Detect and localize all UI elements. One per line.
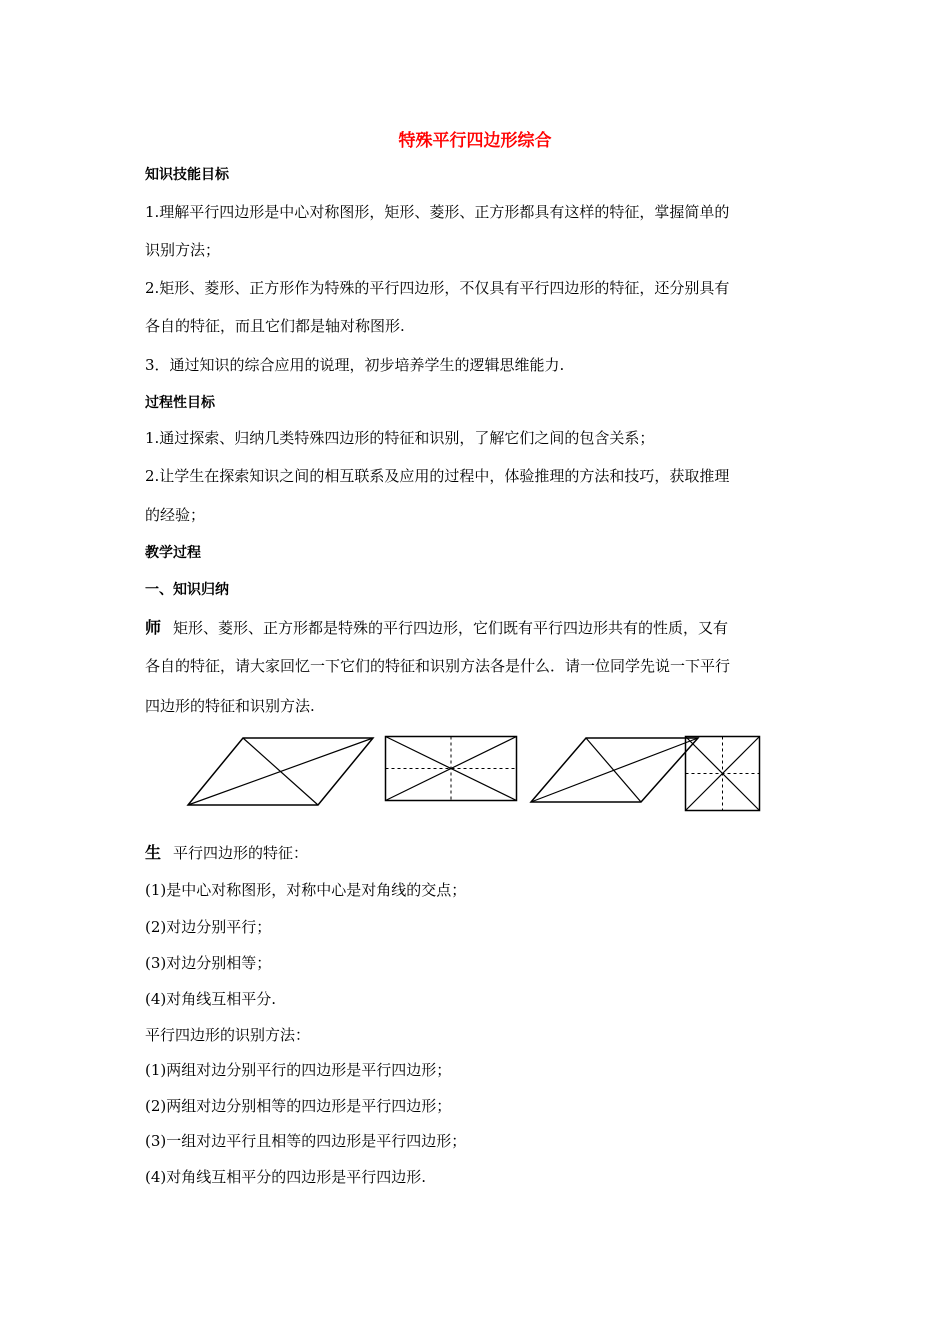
text-line: 识别方法； [145,241,221,259]
text-line: 平行四边形的特征： [173,844,309,862]
list-item: (1)是中心对称图形，对称中心是对角线的交点； [145,881,467,899]
list-item: (3)对边分别相等； [145,954,272,972]
text-line: 四边形的特征和识别方法. [145,697,315,715]
identify-heading: 平行四边形的识别方法： [145,1026,311,1044]
text-line: 各自的特征，请大家回忆一下它们的特征和识别方法各是什么．请一位同学先说一下平行 [145,657,731,675]
list-item: (3)一组对边平行且相等的四边形是平行四边形； [145,1132,467,1150]
square-figure [684,735,762,813]
text-line: 矩形、菱形、正方形都是特殊的平行四边形，它们既有平行四边形共有的性质，又有 [173,619,729,637]
text-line: 2.让学生在探索知识之间的相互联系及应用的过程中，体验推理的方法和技巧，获取推理 [145,467,730,485]
text-line: 各自的特征，而且它们都是轴对称图形. [145,317,405,335]
parallelogram-figure [185,735,375,807]
list-item: (2)对边分别平行； [145,918,272,936]
section-heading-skills: 知识技能目标 [145,167,229,183]
rhombus-figure [528,735,700,805]
text-line: 2.矩形、菱形、正方形作为特殊的平行四边形，不仅具有平行四边形的特征，还分别具有 [145,279,730,297]
teacher-label: 师 [145,618,162,637]
section-heading-teaching: 教学过程 [145,545,201,561]
subheading-knowledge: 一、知识归纳 [145,582,229,598]
student-paragraph-line [145,843,810,863]
quadrilateral-figures [180,730,780,820]
list-item: (1)两组对边分别平行的四边形是平行四边形； [145,1061,452,1079]
text-line: 1.通过探索、归纳几类特殊四边形的特征和识别，了解它们之间的包含关系； [145,429,655,447]
page-title: 特殊平行四边形综合 [398,131,552,151]
rectangle-figure [384,735,518,803]
teacher-paragraph-line [145,618,810,638]
student-label: 生 [145,843,162,862]
list-item: (4)对角线互相平分. [145,990,277,1008]
text-line: 1.理解平行四边形是中心对称图形，矩形、菱形、正方形都具有这样的特征，掌握简单的 [145,203,730,221]
list-item: (2)两组对边分别相等的四边形是平行四边形； [145,1097,452,1115]
section-heading-process: 过程性目标 [145,395,215,411]
list-item: (4)对角线互相平分的四边形是平行四边形. [145,1168,427,1186]
text-line: 的经验； [145,506,206,524]
text-line: 3．通过知识的综合应用的说理，初步培养学生的逻辑思维能力. [145,356,565,374]
